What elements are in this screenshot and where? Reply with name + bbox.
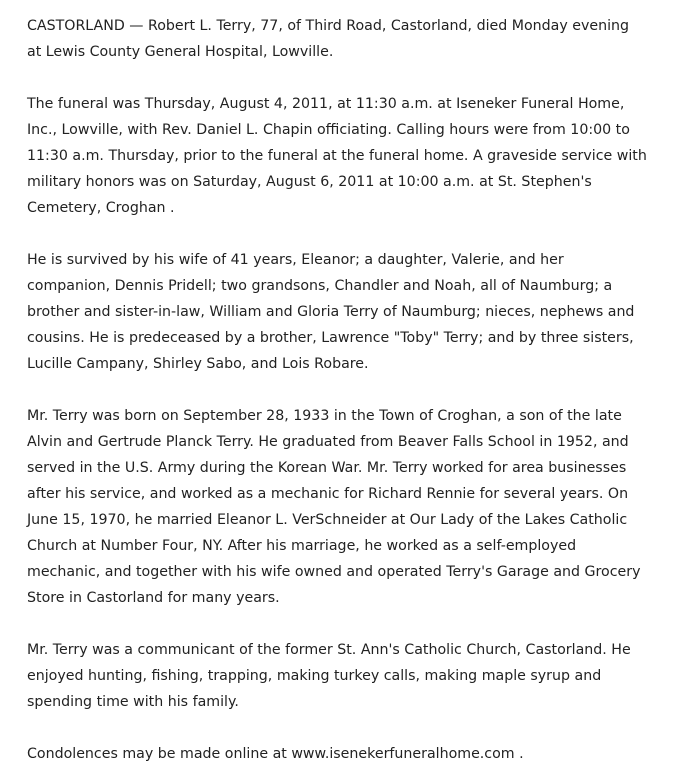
text-line: Mr. Terry was a communicant of the former St. Ann's Catholic Church, Castorland. He	[27, 642, 631, 658]
text-line: Store in Castorland for many years.	[27, 590, 280, 606]
text-line: enjoyed hunting, fishing, trapping, making turkey calls, making maple syrup and	[27, 668, 602, 684]
text-line: served in the U.S. Army during the Korean War. Mr. Terry worked for area businesses	[27, 460, 627, 476]
text-line: Mr. Terry was born on September 28, 1933 in the Town of Croghan, a son of the late	[27, 408, 622, 424]
obituary-intro-paragraph	[27, 13, 657, 65]
text-line: brother and sister-in-law, William and Gloria Terry of Naumburg; nieces, nephews and	[27, 304, 635, 320]
text-line: Alvin and Gertrude Planck Terry. He graduated from Beaver Falls School in 1952, and	[27, 434, 629, 450]
text-line: companion, Dennis Pridell; two grandsons, Chandler and Noah, all of Naumburg; a	[27, 278, 613, 294]
text-line: CASTORLAND — Robert L. Terry, 77, of Third Road, Castorland, died Monday evening	[27, 18, 630, 34]
text-line: 11:30 a.m. Thursday, prior to the funeral at the funeral home. A graveside service with	[27, 148, 647, 164]
text-line: at Lewis County General Hospital, Lowville.	[27, 44, 334, 60]
text-line: June 15, 1970, he married Eleanor L. VerSchneider at Our Lady of the Lakes Catholic	[27, 512, 628, 528]
text-line: Inc., Lowville, with Rev. Daniel L. Chapin officiating. Calling hours were from 10:00 to	[27, 122, 630, 138]
text-line: after his service, and worked as a mechanic for Richard Rennie for several years. On	[27, 486, 629, 502]
text-line: Lucille Campany, Shirley Sabo, and Lois Robare.	[27, 356, 369, 372]
text-line: He is survived by his wife of 41 years, Eleanor; a daughter, Valerie, and her	[27, 252, 564, 268]
text-line: Church at Number Four, NY. After his marriage, he worked as a self-employed	[27, 538, 577, 554]
survivors-paragraph	[27, 247, 657, 377]
interests-paragraph	[27, 637, 657, 715]
condolences-paragraph	[27, 741, 657, 767]
text-line: cousins. He is predeceased by a brother, Lawrence "Toby" Terry; and by three sisters,	[27, 330, 634, 346]
text-line: Cemetery, Croghan .	[27, 200, 175, 216]
text-line: military honors was on Saturday, August 6, 2011 at 10:00 a.m. at St. Stephen's	[27, 174, 592, 190]
condolences-text: Condolences may be made online at www.isenekerfuneralhome.com .	[27, 746, 524, 762]
text-line: The funeral was Thursday, August 4, 2011, at 11:30 a.m. at Iseneker Funeral Home,	[27, 96, 625, 112]
text-line: mechanic, and together with his wife owned and operated Terry's Garage and Grocery	[27, 564, 641, 580]
biography-paragraph	[27, 403, 657, 611]
text-line: spending time with his family.	[27, 694, 239, 710]
funeral-details-paragraph	[27, 91, 657, 221]
